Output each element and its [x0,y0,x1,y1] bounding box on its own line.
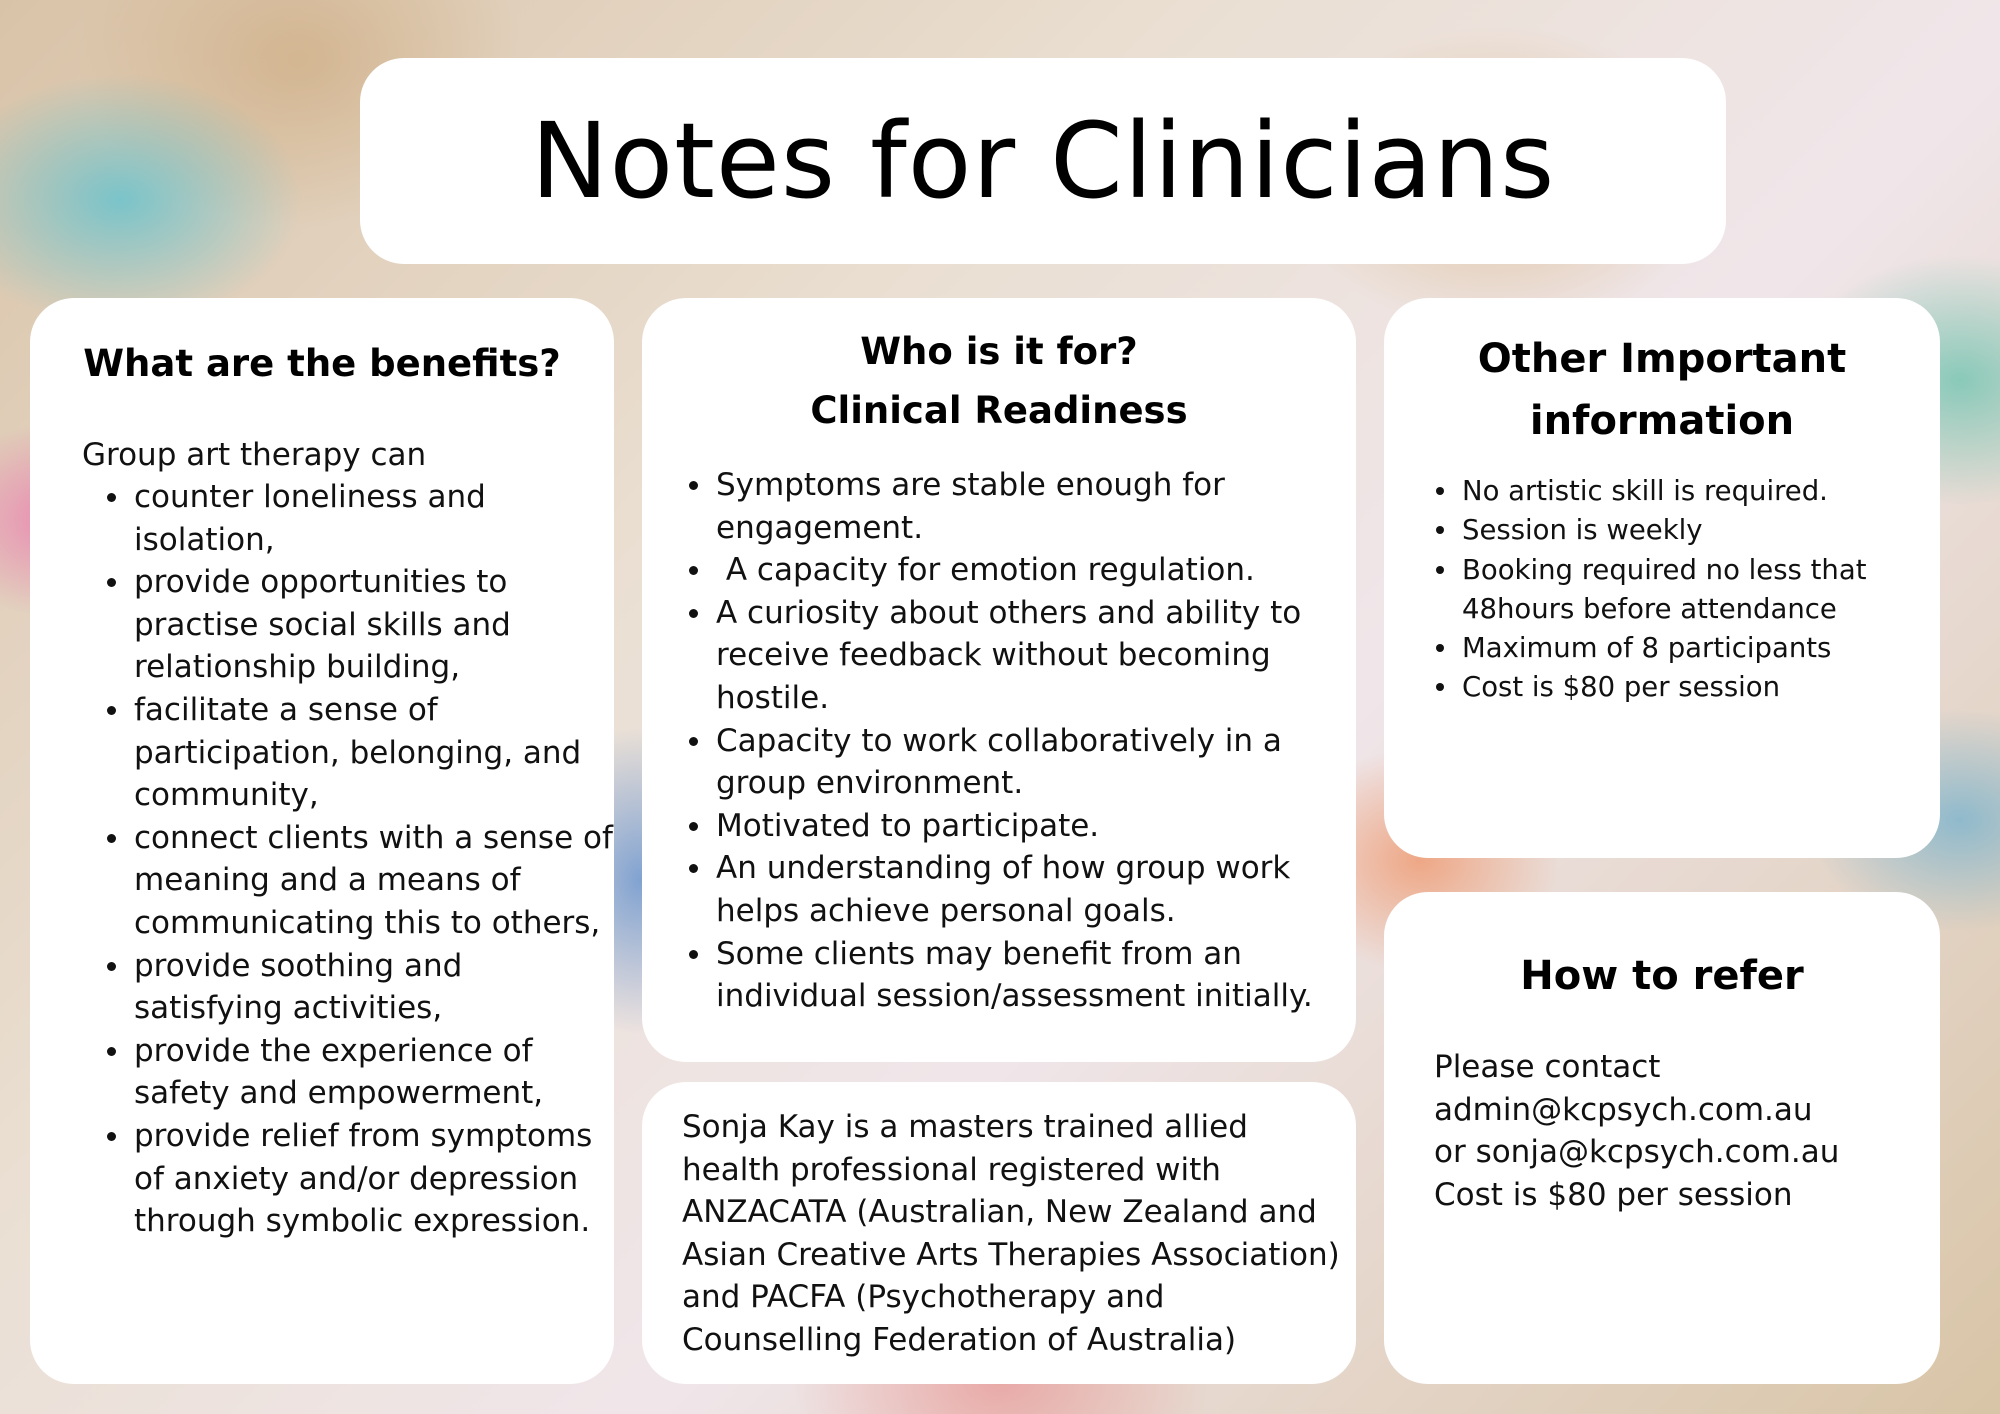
other-heading-line2: information [1529,398,1795,444]
list-item: provide opportunities to practise social skills and relationship building, [134,561,614,689]
page-title: Notes for Clinicians [530,100,1556,222]
who-heading [642,322,1356,440]
refer-text [1434,1046,1934,1216]
list-item: Session is weekly [1462,511,1932,550]
list-item: provide the experience of safety and empowerment, [134,1030,614,1115]
list-item: A capacity for emotion regulation. [716,549,1346,592]
other-list [1462,472,1932,708]
who-heading-line1: Who is it for? [860,330,1138,373]
list-item: No artistic skill is required. [1462,472,1932,511]
credentials-card [642,1082,1356,1384]
other-heading-line1: Other Important [1477,336,1847,382]
list-item: Cost is $80 per session [1462,668,1932,707]
list-item: An understanding of how group work helps achieve personal goals. [716,847,1346,932]
sonja-email-link[interactable]: or sonja@kcpsych.com.au [1434,1134,1840,1171]
benefits-intro: Group art therapy can [82,437,427,473]
list-item: counter loneliness and isolation, [134,476,614,561]
refer-line: Please contact [1434,1049,1661,1085]
other-info-card [1384,298,1940,858]
title-card [360,58,1726,264]
list-item: connect clients with a sense of meaning and a means of communicating this to others, [134,817,614,945]
list-item: Motivated to participate. [716,805,1346,848]
list-item: Some clients may benefit from an individual session/assessment initially. [716,933,1346,1018]
list-item: Maximum of 8 participants [1462,629,1932,668]
list-item: Capacity to work collaboratively in a group environment. [716,720,1346,805]
other-heading [1384,328,1940,452]
benefits-heading: What are the benefits? [83,342,561,385]
list-item: Booking required no less that 48hours before attendance [1462,551,1932,630]
who-heading-line2: Clinical Readiness [810,389,1188,433]
list-item: provide relief from symptoms of anxiety and/or depression through symbolic expression. [134,1115,614,1243]
list-item: facilitate a sense of participation, belonging, and community, [134,689,614,817]
admin-email-link[interactable]: admin@kcpsych.com.au [1434,1091,1813,1128]
benefits-card [30,298,614,1384]
refer-card [1384,892,1940,1384]
benefits-list [134,476,614,1243]
list-item: A curiosity about others and ability to receive feedback without becoming hostile. [716,592,1346,720]
refer-heading: How to refer [1520,953,1804,999]
list-item: Symptoms are stable enough for engagement. [716,464,1346,549]
who-list [716,464,1346,1018]
refer-cost: Cost is $80 per session [1434,1176,1793,1213]
credentials-text: Sonja Kay is a masters trained allied health professional registered with ANZACATA (Australian, New Zealand and Asian Creative Arts Therapies Association) and PACFA (Psychotherapy and Counselling Federation of Australia) [682,1109,1340,1358]
list-item: provide soothing and satisfying activities, [134,945,614,1030]
who-card [642,298,1356,1062]
